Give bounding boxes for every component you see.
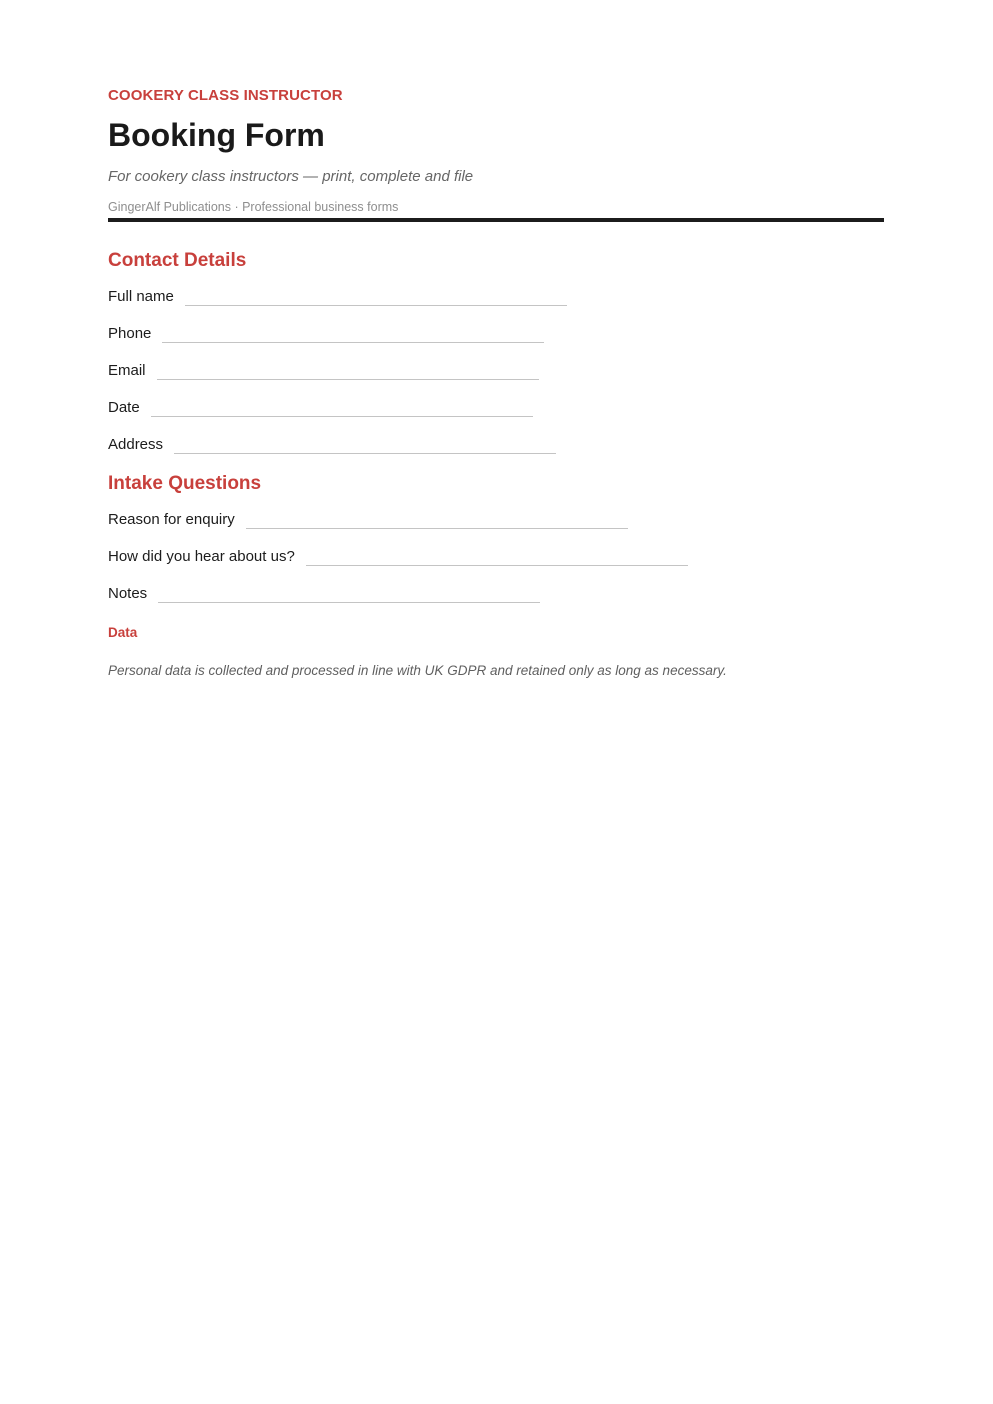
page-subtitle: For cookery class instructors — print, complete and file	[108, 168, 474, 185]
field-date	[108, 394, 884, 418]
field-label: Date	[108, 399, 140, 416]
field-how-did-you-hear	[108, 543, 884, 567]
field-notes	[108, 580, 884, 604]
reason-input-line[interactable]	[246, 528, 628, 529]
field-address	[108, 431, 884, 455]
publisher-credit: GingerAlf Publications · Professional business forms	[108, 200, 399, 214]
field-label: Email	[108, 362, 146, 379]
page-title: Booking Form	[108, 117, 325, 153]
field-label: Notes	[108, 585, 148, 602]
field-label: Phone	[108, 325, 152, 342]
phone-input-line[interactable]	[162, 342, 544, 343]
field-full-name	[108, 283, 884, 307]
field-label: Full name	[108, 288, 174, 305]
full-name-input-line[interactable]	[185, 305, 567, 306]
field-reason-for-enquiry	[108, 506, 884, 530]
section-title-contact-details: Contact Details	[108, 250, 247, 271]
section-title-intake-questions: Intake Questions	[108, 473, 262, 494]
header-divider	[108, 218, 884, 222]
referral-source-input-line[interactable]	[306, 565, 688, 566]
field-label: Reason for enquiry	[108, 511, 235, 528]
notes-input-line[interactable]	[158, 602, 540, 603]
data-notice-text: Personal data is collected and processed in line with UK GDPR and retained only as long as necessary.	[108, 663, 727, 678]
field-email	[108, 357, 884, 381]
form-category-label: COOKERY CLASS INSTRUCTOR	[108, 87, 343, 104]
field-label: Address	[108, 436, 164, 453]
field-phone	[108, 320, 884, 344]
date-input-line[interactable]	[151, 416, 533, 417]
address-input-line[interactable]	[174, 453, 556, 454]
field-label: How did you hear about us?	[108, 548, 295, 565]
email-input-line[interactable]	[157, 379, 539, 380]
data-notice-heading: Data	[108, 625, 138, 640]
booking-form-page	[108, 86, 884, 680]
